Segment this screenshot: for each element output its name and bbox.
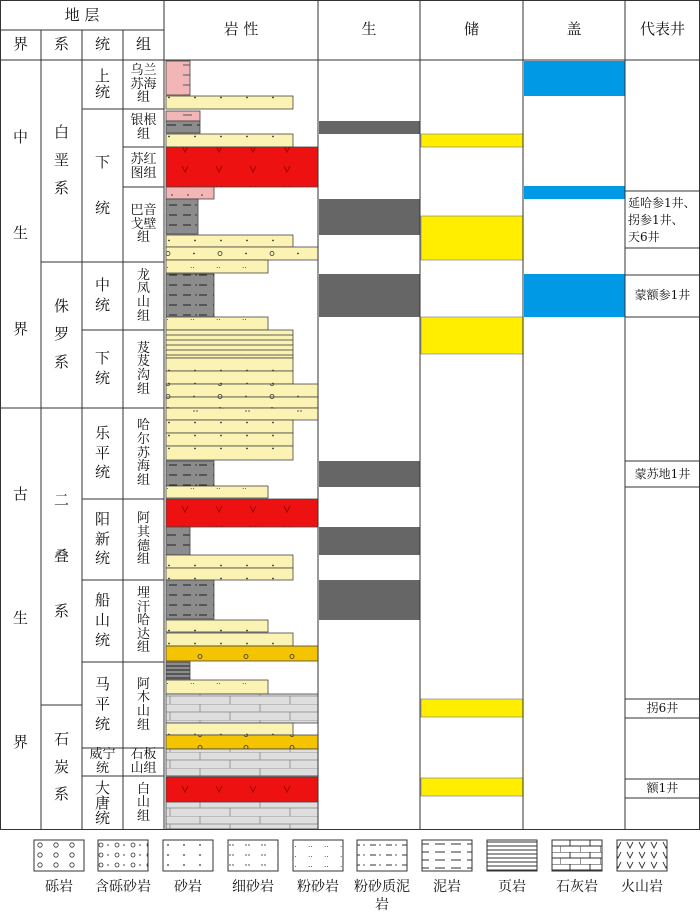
series-lower-jurassic [82,330,123,408]
formation-char: 龙 [136,267,150,283]
formation-char: 组 [136,640,150,656]
lith-layer-volcanic [166,499,318,527]
series-char: 山 [94,611,110,630]
formation-char: 组 [136,472,150,488]
series-chuanshan [82,580,123,662]
formation-baishan [123,776,164,830]
formation-char: 木 [136,690,150,706]
lith-layer-pebbly-sandstone [166,384,318,397]
formation-char: 海 [136,459,150,475]
series-char: 统 [94,198,110,217]
formation-maihanhada [123,580,164,662]
formation-char: 芨 [136,340,150,356]
series-char: 大 [94,778,110,797]
system-char: 石 [53,729,69,748]
series-char: 统 [94,463,110,482]
lith-layer-pebbly-sandstone [166,247,318,260]
well-line: 拐6井 [646,701,679,715]
legend-swatch-limestone [552,840,602,871]
lith-layer-sandstone [166,96,293,109]
formation-char: 组 [136,808,150,824]
formation-wulansuhai [123,60,164,109]
series-char: 平 [94,695,110,714]
series-char: 统 [94,549,110,568]
series-char: 唐 [94,793,110,812]
system-jurassic-label [41,262,82,408]
system-carboniferous-label [41,705,82,830]
series-char: 中 [94,276,110,295]
formation-char: 组 [136,308,150,324]
reservoir-bar [421,699,523,717]
source-bar [319,274,420,317]
system-char: 炭 [53,757,69,776]
formation-char: 山组 [130,761,157,776]
lith-layer-sandstone [166,723,293,735]
formation-char: 尔 [136,432,150,448]
legend-label-shale: 页岩 [498,879,526,895]
legend-swatch-mudstone [422,840,472,871]
era-char: 中 [12,128,28,147]
well-line: 额1井 [646,781,679,795]
series-char: 下 [94,152,110,171]
lith-layer-sandstone [166,371,293,384]
series-weining [82,748,123,776]
reservoir-bar [421,778,523,796]
formation-char: 乌兰 [130,63,157,79]
header-lithology: 岩 性 [223,20,259,38]
system-char: 罗 [53,325,69,344]
formation-char: 图组 [130,166,157,181]
header-strata: 地 层 [64,6,100,24]
source-bar [319,121,420,134]
formation-char: 哈 [136,418,150,434]
header-xi: 系 [53,35,69,53]
formation-char: 阿 [136,511,150,527]
system-char: 系 [53,178,69,197]
system-char: 系 [53,785,69,804]
reservoir-bar [421,317,523,354]
lith-layer-silty-mudstone [166,461,214,486]
system-char: 叠 [53,546,69,565]
formation-char: 组 [136,381,150,397]
lith-layer-sandstone [166,633,293,646]
lith-layer-red-siltstone [166,187,214,199]
legend-swatch-volcanic [617,840,667,871]
lith-layer-sandstone [166,446,293,460]
lith-layer-mudstone [166,121,200,133]
series-char: 下 [94,349,110,368]
well-label-e1 [625,780,700,797]
series-char: 统 [94,808,110,827]
era-char: 生 [12,224,28,243]
series-char: 统 [95,761,109,776]
well-line: 蒙额参1井 [634,288,691,302]
lith-layer-silty-mudstone [166,274,214,317]
lith-layer-siltstone [166,260,268,273]
lith-layer-silty-mudstone [166,199,198,234]
legend-label-fine-sandstone: 细砂岩 [232,879,274,895]
formation-char: 苏海 [130,76,157,92]
series-char: 统 [94,82,110,101]
formation-char: 凤 [136,281,150,297]
system-char: 垩 [53,151,69,170]
lith-layer-limestone [166,694,318,723]
system-char: 二 [53,490,69,509]
legend-swatch-sandstone [163,840,213,871]
cap-bar [524,186,625,199]
era-char: 古 [12,485,28,504]
formation-char: 戈壁 [130,216,157,232]
lith-layer-mudstone [166,527,190,555]
series-lower-cretaceous [82,109,123,262]
formation-suhongtu [123,147,164,187]
cap-bar [524,274,625,317]
lith-layer-sandstone [166,134,293,147]
lith-layer-shale [166,662,190,680]
formation-amushan [123,662,164,748]
system-char: 系 [53,352,69,371]
system-cretaceous-label [41,60,82,262]
lith-layer-pebbly-sandstone [166,397,318,408]
era-paleozoic-label [0,408,41,830]
lith-layer-siltstone [166,317,268,330]
series-char: 阳 [94,509,110,528]
formation-char: 山 [136,704,150,719]
formation-char: 其 [136,524,150,540]
series-upper-cretaceous [82,60,123,109]
legend-label-volcanic: 火山岩 [621,879,663,895]
lith-layer-volcanic [166,777,318,802]
well-label-guai6 [625,700,700,717]
series-middle-jurassic [82,262,123,330]
formation-char: 银根 [130,113,157,129]
lith-layer-limestone [166,802,318,829]
series-char: 统 [94,630,110,649]
formation-char: 组 [136,230,150,246]
series-lopingian [82,408,123,499]
series-char: 上 [94,66,110,85]
well-label-mengecan [625,287,700,304]
lith-layer-siltstone [166,486,268,498]
series-char: 统 [94,714,110,733]
formation-longfengshan [123,262,164,330]
well-line: 拐参1井、 [628,212,684,227]
lith-layer-sandstone [166,420,293,433]
formation-char: 苏 [136,445,150,461]
well-line: 延哈参1井、 [628,196,696,210]
series-char: 平 [94,443,110,462]
formation-char: 组 [136,127,150,142]
header-tong: 统 [94,35,110,53]
system-permian-label [41,408,82,705]
formation-aqide [123,499,164,580]
formation-char: 石板 [130,747,157,763]
series-char: 统 [94,369,110,387]
legend-swatch-siltstone [293,840,343,871]
lith-layer-conglomerate [166,646,318,661]
formation-char: 组 [136,717,150,733]
era-char: 界 [12,319,28,338]
lith-layer-sandstone [166,358,293,371]
legend-label-siltstone: 粉砂岩 [297,879,339,895]
header-source: 生 [361,20,377,38]
formation-char: 组 [136,552,150,568]
lith-layer-siltstone [166,680,268,694]
legend-swatch-shale [487,840,537,871]
lith-layer-conglomerate [166,735,318,749]
lith-layer-silty-mudstone [166,580,214,619]
legend-swatch-pebbly-sandstone [98,840,148,871]
lith-layer-limestone [166,749,318,776]
cap-bar [524,61,625,96]
header-well: 代表井 [639,20,685,38]
lith-layer-red-mudstone [166,111,200,121]
legend-swatch-conglomerate [34,840,84,871]
series-char: 统 [94,296,110,314]
reservoir-bar [421,216,523,260]
lith-layer-sandstone [166,620,268,632]
series-datang [82,776,123,830]
header-zu: 组 [135,35,151,53]
source-bar [319,461,420,487]
header-cap: 盖 [566,20,582,38]
lith-layer-sandstone [166,433,293,446]
legend-label-mudstone: 泥岩 [433,879,461,895]
formation-char: 哈 [136,613,150,629]
formation-char: 汗 [136,599,150,615]
formation-char: 白 [136,781,150,797]
well-label-yanhacan [625,195,700,245]
era-mesozoic-label [0,60,41,408]
lith-layer-shale [166,330,293,358]
series-char: 新 [94,529,110,548]
era-char: 界 [12,732,28,751]
header-jie: 界 [12,35,28,53]
formation-char: 山 [136,295,150,310]
formation-jijigou [123,330,164,408]
formation-bayingebi [123,187,164,262]
formation-char: 达 [136,626,150,642]
series-char: 船 [94,591,110,610]
legend-swatch-silty-mudstone [357,840,407,871]
legend-label-silty-mudstone: 粉砂质泥岩 [354,879,410,913]
well-label-mengsudi [625,466,700,483]
legend-swatch-fine-sandstone [228,840,278,871]
era-char: 生 [12,609,28,628]
formation-haersuhai [123,408,164,499]
legend-label-conglomerate: 砾岩 [45,879,73,895]
lith-layer-red-mudstone [166,61,190,95]
formation-char: 山 [136,795,150,811]
legend-label-pebbly-sandstone: 含砾砂岩 [95,879,151,895]
source-bar [319,580,420,620]
source-bar [319,199,420,235]
series-char: 威宁 [89,747,116,763]
series-char: 乐 [94,423,110,442]
lith-layer-volcanic [166,147,318,187]
series-yangxin [82,499,123,580]
system-char: 系 [53,602,69,621]
formation-char: 德 [136,538,150,554]
lith-layer-sandstone [166,568,293,580]
formation-char: 埋 [136,585,150,601]
formation-char: 芨 [136,354,150,370]
series-maping [82,662,123,748]
lith-layer-fine-sandstone [166,408,318,420]
lith-layer-sandstone [166,555,293,568]
series-char: 马 [94,675,110,694]
system-char: 白 [53,123,69,142]
well-line: 天6井 [628,229,660,244]
header-reservoir: 储 [463,20,479,38]
well-line: 蒙苏地1井 [634,467,691,481]
system-char: 侏 [53,297,69,316]
formation-char: 阿 [136,676,150,692]
formation-char: 组 [136,90,150,106]
source-bar [319,527,420,555]
formation-char: 苏红 [130,152,157,168]
formation-shibanshan [123,748,164,776]
formation-yingen [123,109,164,147]
legend-label-sandstone: 砂岩 [174,879,202,895]
formation-char: 沟 [136,368,150,383]
reservoir-bar [421,134,523,147]
legend-label-limestone: 石灰岩 [556,879,598,895]
lith-layer-sandstone [166,235,293,247]
formation-char: 巴音 [130,203,157,219]
